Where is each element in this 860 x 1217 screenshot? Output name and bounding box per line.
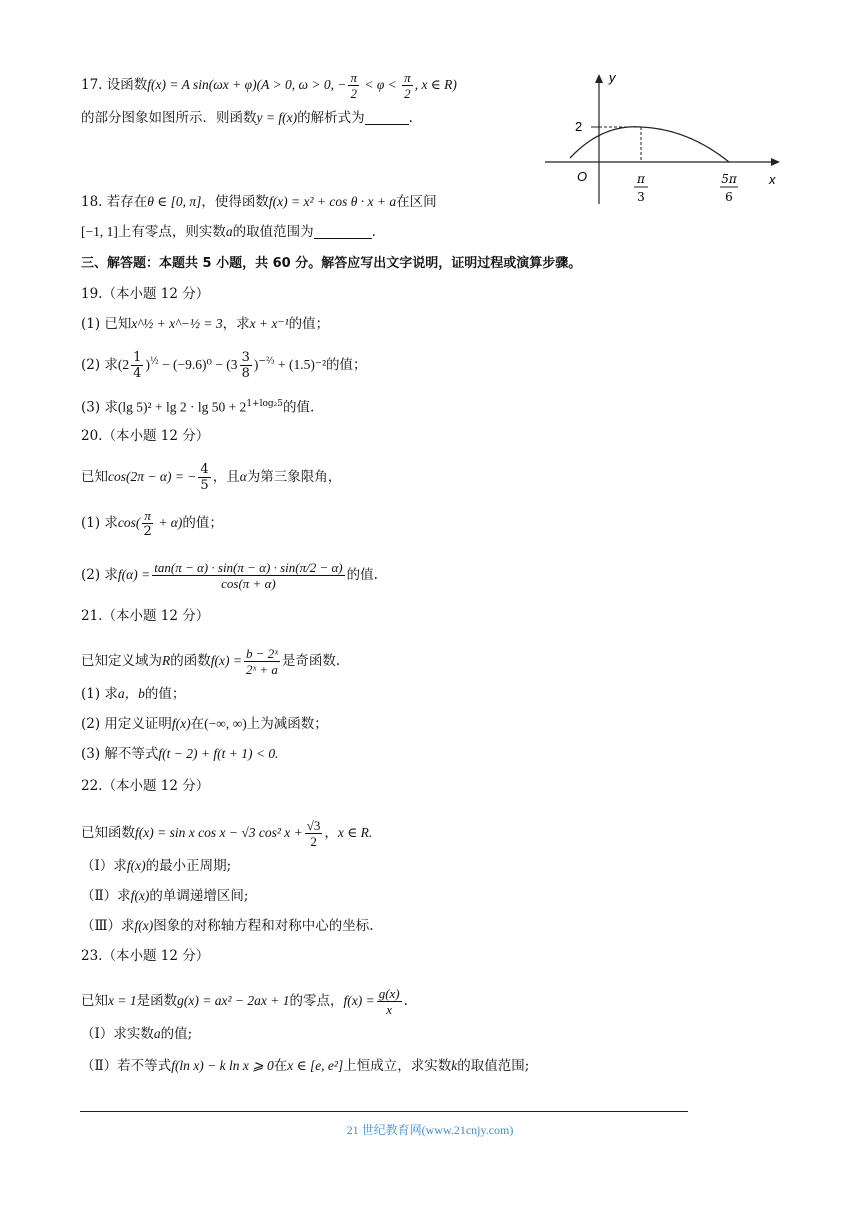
q19-part3: (3) 求(lg $5)^2 + \lg 2 \cdot \lg 50 + 2^{1+log_25}$的值. xyxy=(81,399,315,416)
answer-blank-17[interactable] xyxy=(365,124,409,125)
q19-part1: (1) 已知x^½ + x^−½ = 3，求x + x⁻¹的值； xyxy=(81,316,330,332)
q17-line2: 的部分图象如图所示．则函数y = f(x)的解析式为 . xyxy=(81,110,413,126)
origin-label: O xyxy=(577,169,588,184)
q21-part3: (3) 解不等式f(t − 2) + f(t + 1) < 0. xyxy=(81,746,279,762)
y-tick-label: 2 xyxy=(575,119,583,134)
q22-header: 22.（本小题 12 分） xyxy=(81,778,210,794)
x-tick1-den: 3 xyxy=(637,190,645,204)
q21-header: 21.（本小题 12 分） xyxy=(81,608,210,624)
x-axis-label: x xyxy=(769,172,776,187)
q23-part1: （Ⅰ）求实数a的值; xyxy=(81,1026,193,1042)
answer-blank-18[interactable] xyxy=(314,238,372,239)
q18-line2: [−1, 1]上有零点，则实数a的取值范围为 . xyxy=(81,224,376,240)
q20-given: 已知cos(2π − α) = − $\frac{4}{5}$ ，且α为第三象限角， xyxy=(81,462,342,493)
q20-part1: (1) 求cos( $\frac{\pi}{2}$ + α)的值； xyxy=(81,508,223,539)
q22-part3: （Ⅲ）求f(x)图象的对称轴方程和对称中心的坐标. xyxy=(81,918,374,934)
x-tick1-num: π xyxy=(637,172,645,186)
section-title: 三、解答题：本题共 5 小题，共 60 分。解答应写出文字说明，证明过程或演算步骤。 xyxy=(81,256,582,271)
q20-header: 20.（本小题 12 分） xyxy=(81,428,210,444)
q17-line1: 17. 设函数f(x) = A sin(ωx + φ)(A > 0, ω > 0, − $\frac{\pi}{2}$ < φ < $\frac{\pi}{2}$ , x ∈ R) xyxy=(81,70,457,101)
q22-given: 已知函数f(x) = sin x cos x − √3 cos² x + $\frac{√3}{2}$ ，x ∈ R. xyxy=(81,818,373,849)
sine-curve xyxy=(570,127,729,162)
q19-part2: (2) 求(2 $\frac{1}{4}$ )$^{\frac{1}{2}}$ − (−9.6)⁰ − (3 $\frac{3}{8}$ )$^{-\frac{2}{3}}$ + (1.5)⁻²的值； xyxy=(81,350,367,381)
q23-header: 23.（本小题 12 分） xyxy=(81,948,210,964)
x-axis-arrow-icon xyxy=(771,158,780,166)
x-tick2-num: 5π xyxy=(721,172,737,186)
q22-part2: （Ⅱ）求f(x)的单调递增区间; xyxy=(81,888,249,904)
q22-part1: （Ⅰ）求f(x)的最小正周期; xyxy=(81,858,232,874)
q21-given: 已知定义域为R的函数f(x) = $\frac{\text{b − 2ˣ}}{\text{2ˣ + a}}$ 是奇函数. xyxy=(81,646,341,677)
q23-given: 已知x = 1是函数g(x) = ax² − 2ax + 1的零点，f(x) = $\frac{g(x)}{x}$ . xyxy=(81,986,408,1017)
x-tick2-den: 6 xyxy=(725,190,733,204)
sine-graph xyxy=(540,66,785,211)
footer-divider xyxy=(80,1111,688,1112)
footer-source: 21 世纪教育网(www.21cnjy.com) xyxy=(346,1123,514,1137)
q20-part2: (2) 求f(α) = $\frac{\tan(\pi - \alpha) \cdot \sin(\pi - \alpha) \cdot \sin(\pi/2 - \alpha)}{\cos(\pi + \alpha)}$ 的值. xyxy=(81,560,378,591)
q21-part2: (2) 用定义证明f(x)在(−∞, ∞)上为减函数； xyxy=(81,716,328,732)
q23-part2: （Ⅱ）若不等式f(ln x) − k ln x ⩾ 0在x ∈ [e, e²]上恒成立，求实数k的取值范围; xyxy=(81,1058,530,1074)
y-axis-label: y xyxy=(609,70,616,85)
q21-part1: (1) 求a，b的值； xyxy=(81,686,186,702)
q19-header: 19.（本小题 12 分） xyxy=(81,286,210,302)
q18-line1: 18. 若存在θ ∈ [0, π]，使得函数f(x) = x² + cos θ · x + a在区间 xyxy=(81,194,437,210)
y-axis-arrow-icon xyxy=(595,74,603,83)
